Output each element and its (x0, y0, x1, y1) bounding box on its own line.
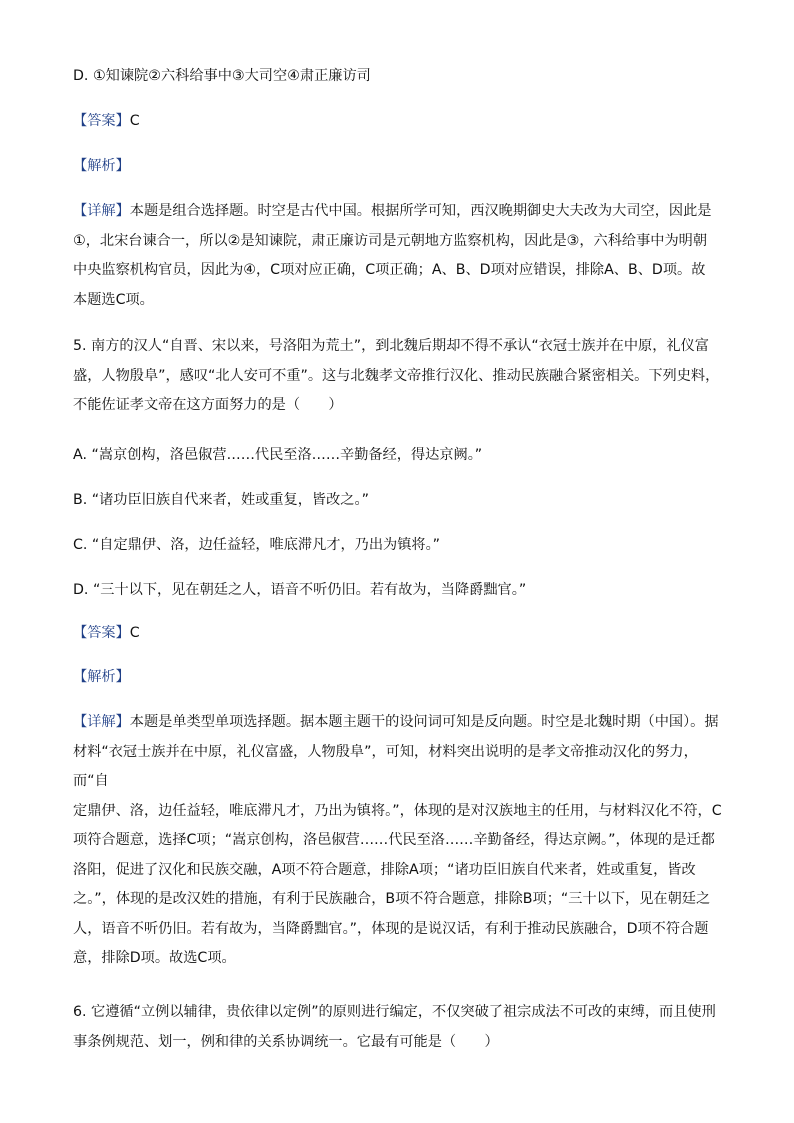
q5-detail (73, 708, 723, 974)
detail-line: 中央监察机构官员，因此为④，C项对应正确，C项正确；A、B、D项对应错误，排除A、B、D项。故 (73, 262, 706, 278)
detail-line: 本题选C项。 (73, 291, 154, 308)
detail-line: 材料“衣冠士族并在中原，礼仪富盛，人物殷阜”，可知，材料突出说明的是孝文帝推动汉化的努力，而“自 (73, 743, 698, 789)
option-text: D. “三十以下，见在朝廷之人，语音不听仍旧。若有故为，当降爵黜官。” (73, 582, 527, 598)
question-line: 6. 它遵循“立例以辅律，贵依律以定例”的原则进行编定，不仅突破了祖宗成法不可改的束缚，而且使刑 (73, 1004, 716, 1020)
q5-answer (73, 619, 723, 649)
q4-detail (73, 197, 723, 315)
answer-label: 【答案】 (73, 625, 130, 641)
q4-analysis-heading (73, 152, 723, 182)
option-text: D. ①知谏院②六科给事中③大司空④肃正廉访司 (73, 68, 371, 84)
analysis-label: 【解析】 (73, 158, 130, 174)
detail-line: 本题是组合选择题。时空是古代中国。根据所学可知，西汉晚期御史大夫改为大司空，因此是 (129, 203, 712, 219)
q5-option-d (73, 576, 723, 606)
detail-line: 洛阳，促进了汉化和民族交融，A项不符合题意，排除A项；“诸功臣旧族自代来者，姓或重复，皆改 (73, 861, 696, 878)
detail-label: 【详解】 (73, 714, 130, 730)
option-text: C. “自定鼎伊、洛，边任益轻，唯底滞凡才，乃出为镇将。” (73, 537, 441, 553)
answer-value: C (129, 625, 140, 641)
q5-option-b (73, 486, 723, 516)
detail-line: 人，语音不听仍旧。若有故为，当降爵黜官。”，体现的是说汉话，有利于推动民族融合，D项不符合题 (73, 920, 709, 937)
q5-stem (73, 332, 723, 421)
question-line: 事条例规范、划一，例和律的关系协调统一。它最有可能是（ ） (73, 1033, 499, 1050)
q4-answer (73, 107, 723, 137)
q6-stem (73, 998, 723, 1057)
detail-line: 之。”，体现的是改汉姓的措施，有利于民族融合，B项不符合题意，排除B项；“三十以下，见在朝廷之 (73, 891, 711, 907)
detail-label: 【详解】 (73, 203, 130, 219)
detail-line: 意，排除D项。故选C项。 (73, 950, 236, 966)
answer-label: 【答案】 (73, 113, 130, 129)
analysis-label: 【解析】 (73, 669, 130, 685)
detail-line: ①，北宋台谏合一，所以②是知谏院，肃正廉访司是元朝地方监察机构，因此是③，六科给事中为明朝 (73, 232, 708, 249)
q5-option-a (73, 441, 723, 471)
question-line: 5. 南方的汉人“自晋、宋以来，号洛阳为荒土”，到北魏后期却不得不承认“衣冠士族并在中原，礼仪富 (73, 338, 709, 354)
detail-line: 本题是单类型单项选择题。据本题主题干的设问词可知是反向题。时空是北魏时期（中国）。据 (129, 714, 719, 730)
q5-option-c (73, 531, 723, 561)
q4-option-d (73, 62, 723, 92)
option-text: A. “嵩京创构，洛邑俶营……代民至洛……辛勤备经，得达京阙。” (73, 447, 483, 463)
detail-line: 定鼎伊、洛，边任益轻，唯底滞凡才，乃出为镇将。”，体现的是对汉族地主的任用，与材料汉化不符，C (73, 802, 722, 819)
option-text: B. “诸功臣旧族自代来者，姓或重复，皆改之。” (73, 492, 369, 508)
question-line: 盛，人物殷阜”，感叹“北人安可不重”。这与北魏孝文帝推行汉化、推动民族融合紧密相关。下列史料， (73, 367, 720, 384)
detail-line: 项符合题意，选择C项；“嵩京创构，洛邑俶营……代民至洛……辛勤备经，得达京阙。”，体现的是迁都 (73, 832, 715, 848)
answer-value: C (129, 113, 140, 129)
question-line: 不能佐证孝文帝在这方面努力的是（ ） (73, 397, 343, 413)
q5-analysis-heading (73, 663, 723, 693)
